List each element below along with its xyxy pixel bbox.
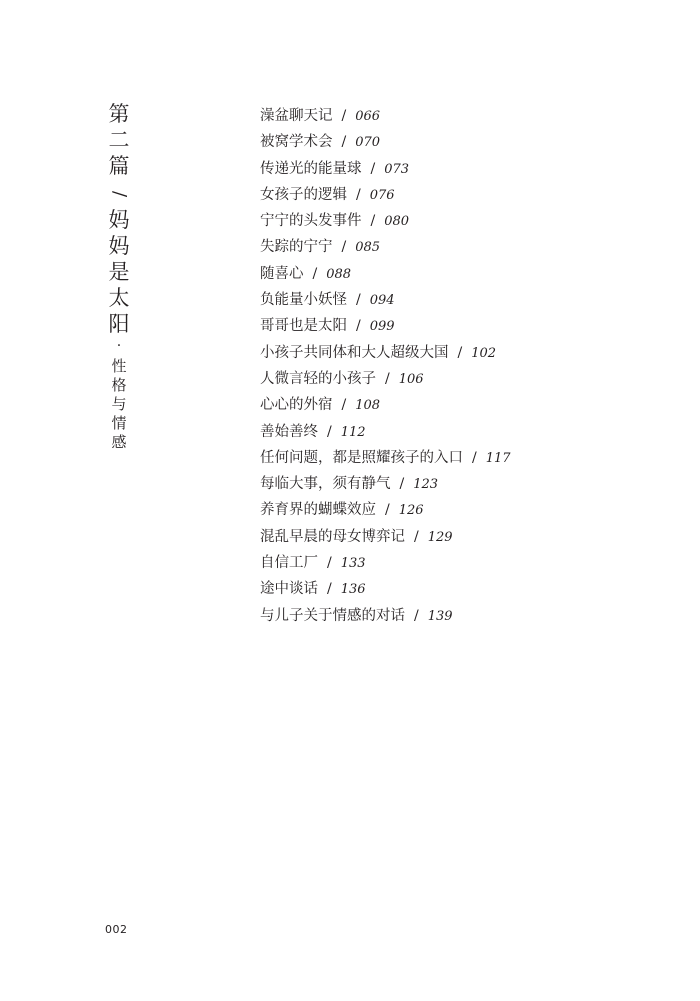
toc-entry-title: 负能量小妖怪 <box>260 292 347 309</box>
toc-entry-page: 106 <box>398 371 424 387</box>
toc-entry-page: 076 <box>369 187 395 203</box>
toc-entry-title: 女孩子的逻辑 <box>260 186 347 203</box>
toc-entry-separator: / <box>327 581 332 598</box>
page-number: 002 <box>105 923 128 936</box>
toc-entry[interactable] <box>260 156 511 182</box>
toc-entry-page: 126 <box>398 503 424 519</box>
toc-entry[interactable] <box>260 550 511 576</box>
toc-entry-separator: / <box>414 528 419 545</box>
toc-entry[interactable] <box>260 103 511 129</box>
toc-entry-separator: / <box>356 318 361 335</box>
part-title <box>105 101 133 452</box>
toc-entry-page: 088 <box>326 266 352 282</box>
toc-entry-page: 066 <box>355 109 381 124</box>
toc-entry-page: 094 <box>369 293 395 309</box>
toc-entry-title: 失踪的宁宁 <box>260 239 333 256</box>
toc-entry-separator: / <box>341 239 347 256</box>
toc-entry[interactable] <box>260 261 511 287</box>
toc-entry-title: 人微言轻的小孩子 <box>260 370 376 387</box>
toc-entry[interactable] <box>260 524 511 550</box>
toc-entry[interactable] <box>260 208 511 234</box>
part-separator: / <box>108 190 130 198</box>
part-dot: · <box>116 338 122 354</box>
toc-entry-separator: / <box>312 265 318 282</box>
toc-entry-separator: / <box>341 134 347 151</box>
toc-entry-separator: / <box>356 186 361 203</box>
toc-entry-title: 每临大事，须有静气 <box>260 476 391 493</box>
toc-entry-page: 073 <box>384 161 410 177</box>
toc-entry[interactable] <box>260 234 511 260</box>
toc-entry-title: 自信工厂 <box>260 555 318 572</box>
toc-entry-title: 哥哥也是太阳 <box>260 318 347 335</box>
toc-entry-title: 善始善终 <box>260 423 318 440</box>
toc-entry-page: 117 <box>485 450 511 466</box>
part-name: 妈妈是太阳 <box>108 208 130 336</box>
toc-entry-page: 136 <box>340 582 366 598</box>
toc-entry-separator: / <box>341 397 347 414</box>
toc-entry-title: 混乱早晨的母女博弈记 <box>260 528 405 545</box>
toc-entry-page: 080 <box>384 214 410 230</box>
toc-entry[interactable] <box>260 182 511 208</box>
toc-entry[interactable] <box>260 445 511 471</box>
toc-entry-page: 070 <box>355 135 381 151</box>
toc-entry-separator: / <box>457 344 463 361</box>
toc-entry-title: 澡盆聊天记 <box>260 108 333 124</box>
toc-entry-separator: / <box>370 160 376 177</box>
toc-entry-title: 心心的外宿 <box>260 397 333 414</box>
toc-entry[interactable] <box>260 497 511 523</box>
toc-entry-separator: / <box>370 213 376 230</box>
toc-entry[interactable] <box>260 129 511 155</box>
toc-entry-separator: / <box>472 449 477 466</box>
toc-entry-page: 108 <box>355 398 381 414</box>
toc-entry-title: 宁宁的头发事件 <box>260 213 362 230</box>
table-of-contents <box>260 103 511 629</box>
toc-entry-separator: / <box>399 476 405 493</box>
toc-entry[interactable] <box>260 603 511 629</box>
part-label: 第二篇 <box>108 102 130 178</box>
toc-entry-title: 途中谈话 <box>260 581 318 598</box>
toc-entry-title: 传递光的能量球 <box>260 160 362 177</box>
toc-entry-title: 任何问题，都是照耀孩子的入口 <box>260 449 463 466</box>
toc-entry-separator: / <box>385 502 390 519</box>
toc-entry-separator: / <box>385 370 390 387</box>
toc-entry-separator: / <box>341 108 347 124</box>
toc-entry-page: 099 <box>369 319 395 335</box>
toc-entry-page: 123 <box>413 477 439 493</box>
toc-entry-page: 085 <box>355 240 381 256</box>
toc-entry[interactable] <box>260 313 511 339</box>
toc-entry-page: 129 <box>427 529 453 545</box>
toc-entry-page: 112 <box>340 424 366 440</box>
toc-entry-title: 与儿子关于情感的对话 <box>260 607 405 624</box>
toc-entry[interactable] <box>260 471 511 497</box>
toc-entry-separator: / <box>327 423 332 440</box>
toc-entry-title: 小孩子共同体和大人超级大国 <box>260 344 449 361</box>
toc-entry[interactable] <box>260 287 511 313</box>
toc-entry-separator: / <box>356 292 361 309</box>
toc-entry-page: 133 <box>340 556 366 572</box>
toc-entry-separator: / <box>414 607 419 624</box>
toc-entry-title: 养育界的蝴蝶效应 <box>260 502 376 519</box>
part-subtitle: 性格与情感 <box>111 357 127 451</box>
toc-entry[interactable] <box>260 366 511 392</box>
toc-entry-page: 102 <box>471 345 497 361</box>
toc-entry[interactable] <box>260 340 511 366</box>
toc-entry-title: 随喜心 <box>260 265 304 282</box>
toc-entry-separator: / <box>327 555 332 572</box>
toc-entry[interactable] <box>260 392 511 418</box>
toc-entry-title: 被窝学术会 <box>260 134 333 151</box>
toc-entry-page: 139 <box>427 608 453 624</box>
toc-entry[interactable] <box>260 576 511 602</box>
toc-entry[interactable] <box>260 419 511 445</box>
